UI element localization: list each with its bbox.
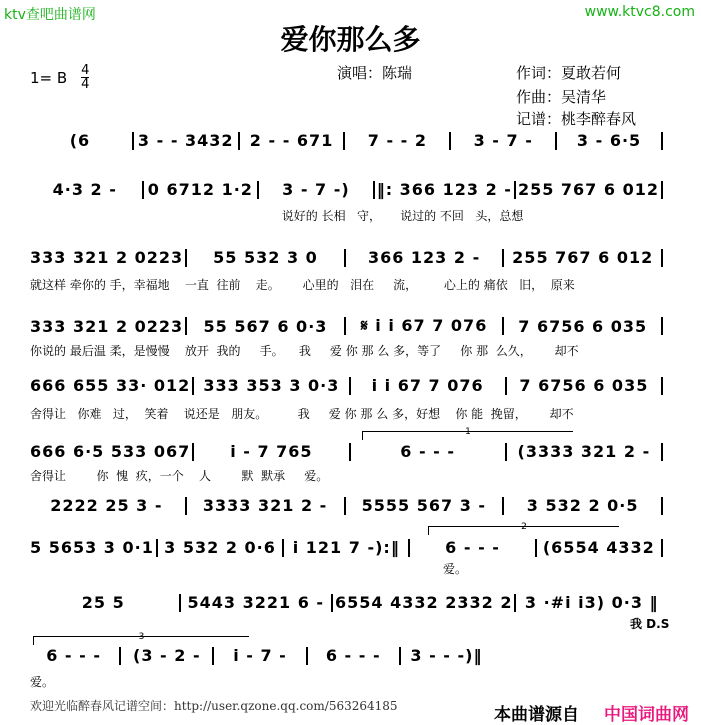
measure: 25 5 (81, 593, 125, 612)
bar-line (344, 317, 346, 335)
site-watermark-right: www.ktvc8.com (584, 4, 695, 20)
measure: 2 - - 671 (249, 131, 334, 150)
notation-row (30, 593, 665, 612)
bar-line (331, 594, 333, 612)
footer-note: 欢迎光临醉春风记谱空间：http://user.qzone.qq.com/563264185 (30, 699, 398, 713)
measure: 255 767 6 012 (517, 180, 659, 199)
source-label: 本曲谱源自 (494, 705, 579, 725)
measure: 6 - - - (46, 646, 101, 665)
bar-line (238, 132, 240, 150)
composer: 作曲：吴清华 (516, 88, 607, 106)
measure: 3333 321 2 - (202, 496, 328, 515)
measure: 0 6712 1·2 (147, 180, 253, 199)
bar-line (502, 249, 504, 267)
bar-line (449, 132, 451, 150)
source-site[interactable]: 中国词曲网 (604, 705, 689, 725)
measure: 6554 4332 2332 2 (335, 593, 513, 612)
bar-line (349, 377, 351, 395)
lyrics-line: 舍得让 你 愧 疚，一个 人 默 默承 爱。 (30, 469, 329, 483)
volta-bracket: 1 (362, 431, 573, 440)
notation-row (30, 646, 490, 665)
measure: 5443 3221 6 - (187, 593, 325, 612)
bar-line (185, 249, 187, 267)
singer: 演唱：陈瑞 (337, 64, 413, 82)
lyricist: 作词：夏敢若何 (516, 64, 622, 82)
notation-row (30, 180, 665, 199)
lyrics-line: 舍得让 你难 过， 笑着 说还是 朋友。 我 爱 你 那 么 多，好想 你 能 挽留， 却不 (30, 407, 574, 421)
bar-line (185, 497, 187, 515)
measure: 366 123 2 - (367, 248, 481, 267)
bar-line (502, 317, 504, 335)
measure: 6 - - - (445, 538, 500, 557)
notation-row (30, 131, 665, 150)
volta-bracket: 3 (33, 636, 249, 645)
bar-line (192, 443, 194, 461)
song-title: 爱你那么多 (280, 23, 421, 56)
site-watermark-left: ktv查吧曲谱网 (4, 7, 96, 23)
bar-line (257, 181, 259, 199)
measure: 55 567 6 0·3 (203, 316, 328, 336)
bar-line (661, 249, 663, 267)
bar-line (212, 647, 214, 665)
measure: 666 655 33· 012 (30, 376, 191, 395)
bar-line (179, 594, 181, 612)
measure: 666 6·5 533 067 (30, 442, 191, 461)
bar-line (661, 132, 663, 150)
bar-line (282, 539, 284, 557)
measure: 6 - - - (400, 442, 455, 461)
lyrics-line: 爱。 (30, 675, 55, 689)
bar-line (142, 181, 144, 199)
measure: 𝄋 i i 67 7 076 (360, 316, 488, 335)
bar-line (185, 317, 187, 335)
notation-row (30, 316, 665, 336)
measure: 3 532 2 0·6 (164, 538, 276, 557)
bar-line (343, 132, 345, 150)
measure: 7 - - 2 (367, 131, 428, 150)
time-signature (81, 64, 89, 91)
measure: (3 - 2 - (133, 646, 201, 665)
measure: 3 ·#i i3) 0·3 ‖ (524, 593, 659, 612)
measure: 3 - - -)‖ (410, 646, 483, 665)
bar-line (514, 181, 516, 199)
bar-line (505, 443, 507, 461)
bar-line (661, 377, 663, 395)
key-signature (30, 64, 89, 91)
measure: 3 - - 3432 (137, 131, 234, 150)
bar-line (399, 647, 401, 665)
bar-line (344, 249, 346, 267)
bar-line (514, 594, 516, 612)
bar-line (192, 377, 194, 395)
bar-line (344, 497, 346, 515)
time-top: 4 (81, 63, 90, 78)
measure: 6 - - - (325, 646, 381, 665)
bar-line (373, 181, 375, 199)
lyrics-line: 说好的 长相 守， 说过的 不回 头，总想 (30, 209, 524, 223)
measure: 5555 567 3 - (361, 496, 487, 515)
measure: 3 - 7 -) (282, 180, 350, 199)
transcriber: 记谱：桃李醉春风 (516, 110, 637, 128)
bar-line (408, 539, 410, 557)
bar-line (535, 539, 537, 557)
measure: i - 7 - (233, 646, 287, 665)
measure: 333 321 2 0223 (30, 248, 184, 267)
time-bottom: 4 (81, 77, 90, 92)
bar-line (306, 647, 308, 665)
measure: 3 - 7 - (473, 131, 533, 150)
bar-line (156, 539, 158, 557)
bar-line (555, 132, 557, 150)
measure: 7 6756 6 035 (518, 316, 648, 336)
bar-line (661, 497, 663, 515)
key-label: 1= B (30, 68, 68, 87)
measure: i i 67 7 076 (371, 376, 484, 395)
measure: 3 532 2 0·5 (526, 496, 639, 515)
measure: 255 767 6 012 (512, 248, 654, 267)
volta-bracket: 2 (428, 526, 619, 535)
notation-row (30, 376, 665, 395)
measure: 2222 25 3 - (50, 496, 163, 515)
bar-line (661, 181, 663, 199)
bar-line (505, 377, 507, 395)
bar-line (661, 539, 663, 557)
notation-row (30, 538, 665, 557)
notation-row (30, 496, 665, 515)
lyrics-line: 就这样 牵你的 手，幸福地 一直 往前 走。 心里的 泪在 流， 心上的 痛依 旧， 原来 (30, 278, 575, 292)
bar-line (661, 443, 663, 461)
measure: 4·3 2 - (52, 180, 117, 199)
lyrics-line: 你说的 最后温 柔，是慢慢 放开 我的 手。 我 爱 你 那 么 多，等了 你 那 么久， 却不 (30, 344, 579, 358)
notation-row (30, 442, 665, 461)
bar-line (132, 132, 134, 150)
measure: 333 321 2 0223 (30, 316, 184, 336)
measure: (6554 4332 (542, 538, 655, 557)
lyrics-line: 爱。 (443, 562, 468, 576)
ds-marking: 我 D.S (630, 617, 670, 631)
measure: 7 6756 6 035 (519, 376, 649, 395)
measure: 5 5653 3 0·1 (30, 538, 154, 557)
measure: 55 532 3 0 (213, 248, 318, 267)
measure: (3333 321 2 - (517, 442, 651, 461)
measure: 3 - 6·5 (576, 131, 642, 150)
measure: i - 7 765 (230, 442, 313, 461)
measure: (6 (69, 131, 91, 150)
bar-line (349, 443, 351, 461)
measure: i 121 7 -):‖ (292, 538, 400, 557)
bar-line (119, 647, 121, 665)
measure: ‖: 366 123 2 - (376, 180, 512, 199)
bar-line (502, 497, 504, 515)
measure: 333 353 3 0·3 (203, 376, 340, 395)
bar-line (661, 317, 663, 335)
notation-row (30, 248, 665, 267)
